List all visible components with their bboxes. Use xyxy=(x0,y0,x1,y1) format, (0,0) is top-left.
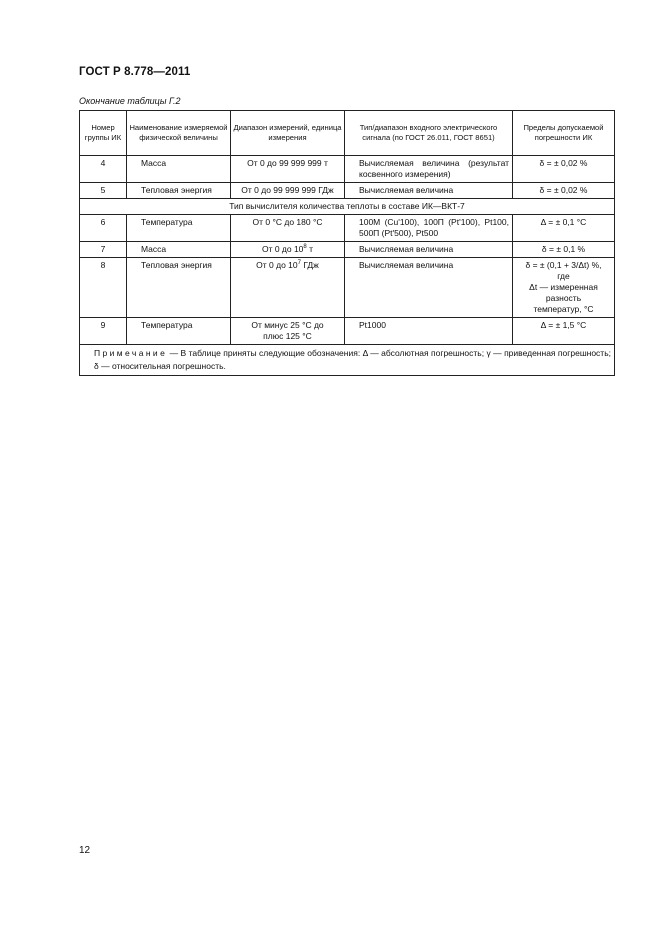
cell-signal-type: Вычисляемая величина xyxy=(345,258,513,318)
table-row xyxy=(80,156,615,183)
cell-quantity-name: Температура xyxy=(127,318,231,345)
cell-error-limit: Δ = ± 0,1 °С xyxy=(513,215,615,242)
cell-signal-type: Pt1000 xyxy=(345,318,513,345)
error-definition: разность xyxy=(545,293,582,303)
cell-error-limit: Δ = ± 1,5 °С xyxy=(513,318,615,345)
cell-error-limit: δ = ± 0,02 % xyxy=(513,156,615,183)
cell-signal-type: 100М (Cu'100), 100П (Pt'100), Pt100, 500П (Pt'500), Pt500 xyxy=(345,215,513,242)
col-header-range: Диапазон измерений, единица измерения xyxy=(231,111,345,156)
cell-quantity-name: Температура xyxy=(127,215,231,242)
range-exponent: 8 xyxy=(303,244,307,251)
range-unit: т xyxy=(306,244,314,254)
cell-signal-type: Вычисляемая величина xyxy=(345,183,513,199)
col-header-quantity-name: Наименование измеряемой физической величины xyxy=(127,111,231,156)
table-row xyxy=(80,258,615,318)
cell-signal-type: Вычисляемая величина (результат косвенного измерения) xyxy=(345,156,513,183)
col-header-group-number: Номер группы ИК xyxy=(80,111,127,156)
error-where: где xyxy=(557,271,570,281)
table-row xyxy=(80,183,615,199)
table-note xyxy=(80,345,615,376)
table-row xyxy=(80,318,615,345)
subheader-calculator-type: Тип вычислителя количества теплоты в составе ИК—ВКТ-7 xyxy=(80,199,615,215)
cell-signal-type: Вычисляемая величина xyxy=(345,242,513,258)
cell-quantity-name: Масса xyxy=(127,242,231,258)
cell-group-number: 9 xyxy=(80,318,127,345)
cell-quantity-name: Масса xyxy=(127,156,231,183)
error-definition: Δt — измеренная xyxy=(529,282,598,292)
cell-error-limit: δ = ± 0,02 % xyxy=(513,183,615,199)
cell-range: От 0 до 99 999 999 ГДж xyxy=(231,183,345,199)
cell-range: От 0 до 99 999 999 т xyxy=(231,156,345,183)
col-header-error-limits: Пределы допускаемой погрешности ИК xyxy=(513,111,615,156)
cell-group-number: 5 xyxy=(80,183,127,199)
cell-quantity-name: Тепловая энергия xyxy=(127,183,231,199)
cell-group-number: 8 xyxy=(80,258,127,318)
cell-quantity-name: Тепловая энергия xyxy=(127,258,231,318)
note-text: — В таблице приняты следующие обозначения: Δ — абсолютная погрешность; γ — приведенная погрешность; δ — относительная погрешность. xyxy=(94,348,611,371)
spec-table xyxy=(79,110,615,376)
cell-range xyxy=(231,318,345,345)
table-row xyxy=(80,215,615,242)
cell-error-limit: δ = ± 0,1 % xyxy=(513,242,615,258)
note-label: Примечание xyxy=(94,348,168,358)
table-note-row xyxy=(80,345,615,376)
cell-range: От 0 °С до 180 °С xyxy=(231,215,345,242)
page-number: 12 xyxy=(79,845,91,856)
col-header-signal-type: Тип/диапазон входного электрического сигнала (по ГОСТ 26.011, ГОСТ 8651) xyxy=(345,111,513,156)
header-row xyxy=(80,111,615,156)
table-row xyxy=(80,242,615,258)
cell-group-number: 7 xyxy=(80,242,127,258)
range-exponent: 7 xyxy=(297,260,301,267)
cell-range xyxy=(231,242,345,258)
document-header: ГОСТ Р 8.778—2011 xyxy=(79,66,191,78)
table-body xyxy=(80,156,615,376)
range-unit: ГДж xyxy=(300,260,319,270)
cell-group-number: 6 xyxy=(80,215,127,242)
range-line: От минус 25 °С до xyxy=(251,320,324,330)
range-prefix: От 0 до 10 xyxy=(261,244,304,254)
cell-range xyxy=(231,258,345,318)
range-prefix: От 0 до 10 xyxy=(256,260,298,270)
range-line: плюс 125 °С xyxy=(263,331,312,341)
error-definition: температур, °С xyxy=(533,304,594,314)
cell-group-number: 4 xyxy=(80,156,127,183)
error-formula: δ = ± (0,1 + 3/Δt) %, xyxy=(525,260,602,270)
cell-error-limit xyxy=(513,258,615,318)
table-subheader-row xyxy=(80,199,615,215)
table-head xyxy=(80,111,615,156)
table-caption: Окончание таблицы Г.2 xyxy=(79,96,181,106)
